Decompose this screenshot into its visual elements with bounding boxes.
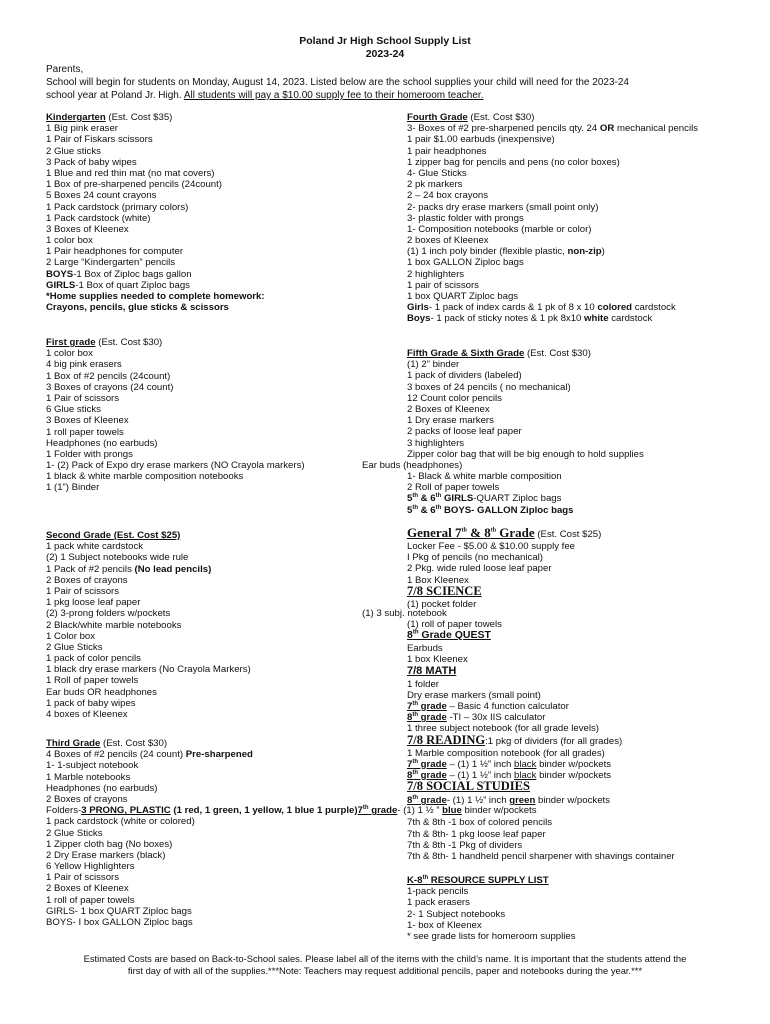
list-item: 2 – 24 box crayons bbox=[407, 190, 489, 202]
third-grade-list-2 bbox=[46, 816, 537, 827]
list-item: 2 Glue sticks bbox=[46, 145, 101, 157]
list-item: 1 box Kleenex bbox=[407, 654, 468, 666]
list-item: 1 Box of #2 pencils (24count) bbox=[46, 370, 171, 382]
general-78-list bbox=[407, 541, 601, 586]
list-item: 1 Marble notebooks bbox=[46, 771, 131, 783]
home-supplies-note: *Home supplies needed to complete homework: bbox=[46, 291, 265, 302]
second-grade-section: Second Grade (Est. Cost $25) 1 pack white cardstock (2) 1 Subject notebooks wide rule 1 Pack of #2 pencils (No lead pencils) 2 Boxes of crayons 1 Pair of scissors 1 pkg loose leaf paper (2) 3-prong folders w/pockets 2 Black/white marble notebooks 1 Color box 2 Glue Sticks 1 pack of color pencils 1 black dry erase markers (No Crayola Markers) 1 Roll of paper towels Ear buds OR headphones 1 pack of baby wipes 4 boxes of Kleenex bbox=[46, 530, 251, 720]
list-item: 2 boxes of Kleenex bbox=[407, 235, 489, 247]
list-item: 1 roll paper towels bbox=[46, 426, 124, 438]
list-item: 6 Glue sticks bbox=[46, 404, 101, 416]
science-notebook: (1) 3 subj. notebook bbox=[362, 608, 447, 619]
science-heading: 7/8 SCIENCE bbox=[407, 583, 482, 598]
third-grade-section: Third Grade (Est. Cost $30) 4 Boxes of #2 pencils (24 count) Pre-sharpened 1- 1-subject notebook 1 Marble notebooks Headphones (no earbuds) 2 Boxes of crayons Folders-3 PRONG, PLASTIC (1 red, 1 green, 1 yellow, 1 blue 1 purple)7th grade- (1) 1 ½ ” blue binder w/pockets 1 pack cardstock (white or colored) 2 Glue Sticks 1 Zipper cloth bag (No boxes) 2 Dry Erase markers (black) 6 Yellow Highlighters 1 Pair of scissors 2 Boxes of Kleenex 1 roll of paper towels GIRLS- 1 box QUART Ziploc bags BOYS- I box GALLON Ziploc bags bbox=[46, 738, 537, 928]
list-item: Headphones (no earbuds) bbox=[46, 782, 158, 794]
list-item: 2 Dry Erase markers (black) bbox=[46, 849, 166, 861]
list-item: 2 highlighters bbox=[407, 268, 465, 280]
list-item: (2) 1 Subject notebooks wide rule bbox=[46, 552, 189, 564]
list-item: 1- Composition notebooks (marble or color) bbox=[407, 223, 592, 235]
list-item: 1 pack of baby wipes bbox=[46, 697, 136, 709]
resource-section bbox=[407, 875, 576, 942]
list-item: 1 box QUART Ziploc bags bbox=[407, 291, 519, 302]
list-item: 1 pair headphones bbox=[407, 145, 487, 157]
list-item: 2 Boxes of Kleenex bbox=[46, 883, 129, 895]
fourth-grade-heading: Fourth Grade bbox=[407, 112, 468, 123]
fourth-grade-list-2 bbox=[407, 257, 698, 302]
list-item: 1 black & white marble composition notebooks bbox=[46, 471, 244, 483]
list-item: 1 zipper bag for pencils and pens (no color boxes) bbox=[407, 156, 620, 168]
list-item: 2 Black/white marble notebooks bbox=[46, 619, 182, 631]
list-item: 3 Boxes of crayons (24 count) bbox=[46, 381, 174, 393]
math-list bbox=[407, 679, 675, 701]
document-title: Poland Jr High School Supply List bbox=[299, 35, 471, 47]
list-item: (1) 2” binder bbox=[407, 359, 460, 371]
list-item: I Pkg of pencils (no mechanical) bbox=[407, 552, 543, 564]
fourth-grade-section: Fourth Grade (Est. Cost $30) 3- Boxes of #2 pre-sharpened pencils qty. 24 OR mechanical pencils 1 pair $1.00 earbuds (inexpensive) 1 pair headphones 1 zipper bag for pencils and pens (no color boxes) 4- Glue Sticks 2 pk markers 2 – 24 box crayons 2- packs dry erase markers (small point only) 3- plastic folder with prongs 1- Composition notebooks (marble or color) 2 boxes of Kleenex (1) 1 inch poly binder (flexible plastic, non-zip) 1 box GALLON Ziploc bags 2 highlighters 1 pair of scissors 1 box QUART Ziploc bags Girls- 1 pack of index cards & 1 pk of 8 x 10 colored cardstock Boys- 1 pack of sticky notes & 1 pk 8x10 white cardstock bbox=[407, 112, 699, 325]
second-grade-list bbox=[46, 541, 251, 563]
list-item: 1 Pack cardstock (primary colors) bbox=[46, 201, 189, 213]
list-item: 2 Boxes of Kleenex bbox=[407, 403, 490, 415]
list-item: 1- Black & white marble composition bbox=[407, 471, 562, 482]
list-item: 1 Roll of paper towels bbox=[46, 675, 139, 687]
list-item: 1 Zipper cloth bag (No boxes) bbox=[46, 838, 173, 850]
list-item: 1 Color box bbox=[46, 630, 96, 642]
list-item: 1 black dry erase markers (No Crayola Markers) bbox=[46, 664, 251, 676]
list-item: 12 Count color pencils bbox=[407, 392, 502, 404]
list-item: 3 highlighters bbox=[407, 437, 465, 449]
general-78-heading: General 7th & 8th Grade bbox=[407, 525, 535, 540]
list-item: 1-pack pencils bbox=[407, 886, 469, 898]
list-item: 4 big pink erasers bbox=[46, 359, 122, 371]
list-item: 1 Pair of scissors bbox=[46, 392, 120, 404]
school-year: 2023-24 bbox=[365, 48, 405, 60]
list-item: 1 pair $1.00 earbuds (inexpensive) bbox=[407, 134, 555, 146]
list-item: Ear buds OR headphones bbox=[46, 686, 157, 698]
list-item: 2 Glue Sticks bbox=[46, 641, 103, 653]
fourth-grade-list bbox=[407, 134, 698, 246]
kindergarten-heading: Kindergarten bbox=[46, 112, 106, 123]
list-item: 1 pack of dividers (labeled) bbox=[407, 370, 522, 382]
list-item: 1 Dry erase markers bbox=[407, 415, 494, 427]
list-item: 1 Folder with prongs bbox=[46, 448, 133, 460]
list-item: 2 Boxes of crayons bbox=[46, 574, 128, 586]
list-item: 1- box of Kleenex bbox=[407, 919, 482, 931]
list-item: * see grade lists for homeroom supplies bbox=[407, 930, 576, 942]
resource-list bbox=[407, 886, 576, 942]
list-item: 1 pkg loose leaf paper bbox=[46, 597, 141, 609]
list-item: GIRLS- 1 box QUART Ziploc bags bbox=[46, 905, 192, 917]
list-item: Dry erase markers (small point) bbox=[407, 689, 541, 701]
kindergarten-section: Kindergarten (Est. Cost $35) 1 Big pink eraser 1 Pair of Fiskars scissors 2 Glue sticks 3 Pack of baby wipes 1 Blue and red thin mat (no mat covers) 1 Box of pre-sharpened pencils (24count) 5 Boxes 24 count crayons 1 Pack cardstock (primary colors) 1 Pack cardstock (white) 3 Boxes of Kleenex 1 color box 1 Pair headphones for computer 2 Large “Kindergarten” pencils BOYS-1 Box of Ziploc bags gallon GIRLS-1 Box of quart Ziploc bags *Home supplies needed to complete homework: Crayons, pencils, glue sticks & scissors bbox=[46, 112, 265, 314]
list-item: 1 Pack cardstock (white) bbox=[46, 212, 151, 224]
list-item: 1 pack of color pencils bbox=[46, 653, 141, 665]
resource-heading: K-8th RESOURCE SUPPLY LIST bbox=[407, 874, 549, 886]
list-item: Headphones (no earbuds) bbox=[46, 437, 158, 449]
social-studies-heading: 7/8 SOCIAL STUDIES bbox=[407, 779, 530, 794]
list-item: 1- (2) Pack of Expo dry erase markers (NO Crayola markers) bbox=[46, 460, 305, 472]
list-item: Earbuds bbox=[407, 643, 443, 655]
quest-heading: 8th Grade QUEST bbox=[407, 629, 491, 642]
list-item: 1 Pair of scissors bbox=[46, 872, 120, 884]
fifth-sixth-list-2 bbox=[407, 471, 573, 493]
list-item: 3 Boxes of Kleenex bbox=[46, 415, 129, 427]
third-grade-heading: Third Grade bbox=[46, 738, 101, 749]
general-78-section: General 7th & 8th Grade (Est. Cost $25) Locker Fee - $5.00 & $10.00 supply fee I Pkg of pencils (no mechanical) 2 Pkg. wide ruled loose leaf paper 1 Box Kleenex 7/8 SCIENCE (1) pocket folder bbox=[407, 525, 602, 610]
list-item: 1 pack cardstock (white or colored) bbox=[46, 816, 195, 828]
list-item: 2 pk markers bbox=[407, 179, 463, 191]
first-grade-heading: First grade bbox=[46, 337, 96, 348]
third-grade-list bbox=[46, 760, 537, 805]
math-heading: 7/8 MATH bbox=[407, 664, 457, 677]
fifth-sixth-heading: Fifth Grade & Sixth Grade bbox=[407, 348, 525, 359]
supply-fee-note: All students will pay a $10.00 supply fee to their homeroom teacher. bbox=[183, 90, 484, 101]
footer-line-1: Estimated Costs are based on Back-to-School sales. Please label all of the items with the child’s name. It is important that the students attend the bbox=[83, 953, 687, 964]
list-item: 3 Pack of baby wipes bbox=[46, 156, 137, 168]
list-item: (1) roll of paper towels bbox=[407, 619, 502, 630]
list-item: 1 Box Kleenex bbox=[407, 574, 469, 586]
footer-line-2: first day of with all of the supplies.***Note: Teachers may request additional pencils, paper and notebooks during the year.*** bbox=[127, 965, 643, 976]
intro-greeting: Parents, bbox=[46, 64, 84, 75]
general-78-section-2: (1) roll of paper towels 8th Grade QUEST Earbuds 1 box Kleenex 7/8 MATH 1 folder Dry erase markers (small point) 7th grade – Basic 4 function calculator 8th grade -TI – 30x IIS calculator 1 three subject notebook (for all grade levels) 7/8 READING:1 pkg of dividers (for all grades) 1 Marble composition notebook (for all grades) 7th grade – (1) 1 ½” inch black binder w/pockets 8th grade – (1) 1 ½” inch black binder w/pockets 7/8 SOCIAL STUDIES 8th grade- (1) 1 ½” inch green binder w/pockets 7th & 8th -1 box of colored pencils 7th & 8th- 1 pkg loose leaf paper 7th & 8th -1 Pkg of dividers 7th & 8th- 1 handheld pencil sharpener with shavings container bbox=[407, 619, 675, 862]
list-item: 1 color box bbox=[46, 348, 93, 360]
list-item: 1 roll of paper towels bbox=[46, 894, 135, 906]
list-item: 3 Boxes of Kleenex bbox=[46, 223, 129, 235]
quest-list bbox=[407, 643, 675, 665]
list-item: 1 folder bbox=[407, 678, 439, 690]
list-item: 4- Glue Sticks bbox=[407, 167, 467, 179]
list-item: 2 Boxes of crayons bbox=[46, 793, 128, 805]
list-item: 1 pack white cardstock bbox=[46, 541, 144, 553]
fifth-sixth-section-2: 1- Black & white marble composition 2 Roll of paper towels 5th & 6th GIRLS-QUART Ziploc bags 5th & 6th BOYS- GALLON Ziploc bags bbox=[407, 471, 574, 516]
list-item: 2 Roll of paper towels bbox=[407, 482, 500, 494]
intro-line-2: school year at Poland Jr. High. All students will pay a $10.00 supply fee to their homeroom teacher. bbox=[46, 90, 484, 101]
list-item: 7th & 8th- 1 pkg loose leaf paper bbox=[407, 828, 546, 840]
list-item: (2) 3-prong folders w/pockets bbox=[46, 608, 171, 620]
list-item: Locker Fee - $5.00 & $10.00 supply fee bbox=[407, 541, 575, 552]
list-item: 2 Pkg. wide ruled loose leaf paper bbox=[407, 563, 552, 575]
list-item: 5 Boxes 24 count crayons bbox=[46, 190, 157, 202]
list-item: 1 pair of scissors bbox=[407, 279, 479, 291]
fifth-sixth-list bbox=[407, 359, 644, 460]
fifth-earbuds: Ear buds (headphones) bbox=[362, 460, 463, 471]
list-item: 6 Yellow Highlighters bbox=[46, 861, 135, 873]
list-item: 1 box GALLON Ziploc bags bbox=[407, 257, 524, 269]
list-item: 7th & 8th -1 box of colored pencils bbox=[407, 817, 553, 829]
list-item: 2 packs of loose leaf paper bbox=[407, 426, 522, 438]
list-item: 7th & 8th- 1 handheld pencil sharpener with shavings container bbox=[407, 851, 675, 862]
list-item: 1 Box of pre-sharpened pencils (24count) bbox=[46, 179, 222, 191]
list-item: 3 boxes of 24 pencils ( no mechanical) bbox=[407, 381, 571, 393]
list-item: 1 Marble composition notebook (for all grades) bbox=[407, 747, 605, 759]
list-item: 4 boxes of Kleenex bbox=[46, 709, 128, 720]
fifth-sixth-section: Fifth Grade & Sixth Grade (Est. Cost $30) (1) 2” binder 1 pack of dividers (labeled) 3 boxes of 24 pencils ( no mechanical) 12 Count color pencils 2 Boxes of Kleenex 1 Dry erase markers 2 packs of loose leaf paper 3 highlighters Zipper color bag that will be big enough to hold supplies bbox=[407, 348, 644, 460]
list-item: 3- plastic folder with prongs bbox=[407, 212, 524, 224]
list-item: 1 pack erasers bbox=[407, 897, 470, 909]
second-grade-list-2 bbox=[46, 575, 251, 720]
list-item: 1 Pair of Fiskars scissors bbox=[46, 134, 153, 146]
list-item: 1 Blue and red thin mat (no mat covers) bbox=[46, 167, 215, 179]
list-item: 2- packs dry erase markers (small point only) bbox=[407, 201, 599, 213]
list-item: BOYS- I box GALLON Ziploc bags bbox=[46, 917, 193, 928]
reading-heading: 7/8 READING bbox=[407, 732, 486, 747]
list-item: (1) pocket folder bbox=[407, 598, 477, 610]
list-item: 1 Pair headphones for computer bbox=[46, 246, 184, 258]
list-item: 2- 1 Subject notebooks bbox=[407, 908, 506, 920]
list-item: 1 Big pink eraser bbox=[46, 123, 118, 135]
list-item: 1 (1”) Binder bbox=[46, 482, 100, 494]
list-item: 1 color box bbox=[46, 235, 93, 247]
second-grade-heading: Second Grade (Est. Cost $25) bbox=[46, 530, 181, 541]
kindergarten-list bbox=[46, 123, 265, 268]
list-item: 2 Large “Kindergarten” pencils bbox=[46, 257, 176, 269]
first-grade-list bbox=[46, 348, 305, 493]
intro-line-1: School will begin for students on Monday, August 14, 2023. Listed below are the school supplies your child will need for the 2023-24 bbox=[46, 77, 629, 88]
list-item: 1- 1-subject notebook bbox=[46, 760, 139, 772]
first-grade-section: First grade (Est. Cost $30) 1 color box 4 big pink erasers 1 Box of #2 pencils (24count) 3 Boxes of crayons (24 count) 1 Pair of scissors 6 Glue sticks 3 Boxes of Kleenex 1 roll paper towels Headphones (no earbuds) 1 Folder with prongs 1- (2) Pack of Expo dry erase markers (NO Crayola markers) 1 black & white marble composition notebooks 1 (1”) Binder bbox=[46, 337, 305, 494]
list-item: 1 Pair of scissors bbox=[46, 585, 120, 597]
list-item: 7th & 8th -1 Pkg of dividers bbox=[407, 839, 523, 851]
list-item: 1 three subject notebook (for all grade levels) bbox=[407, 723, 599, 735]
list-item: Zipper color bag that will be big enough to hold supplies bbox=[407, 448, 644, 460]
